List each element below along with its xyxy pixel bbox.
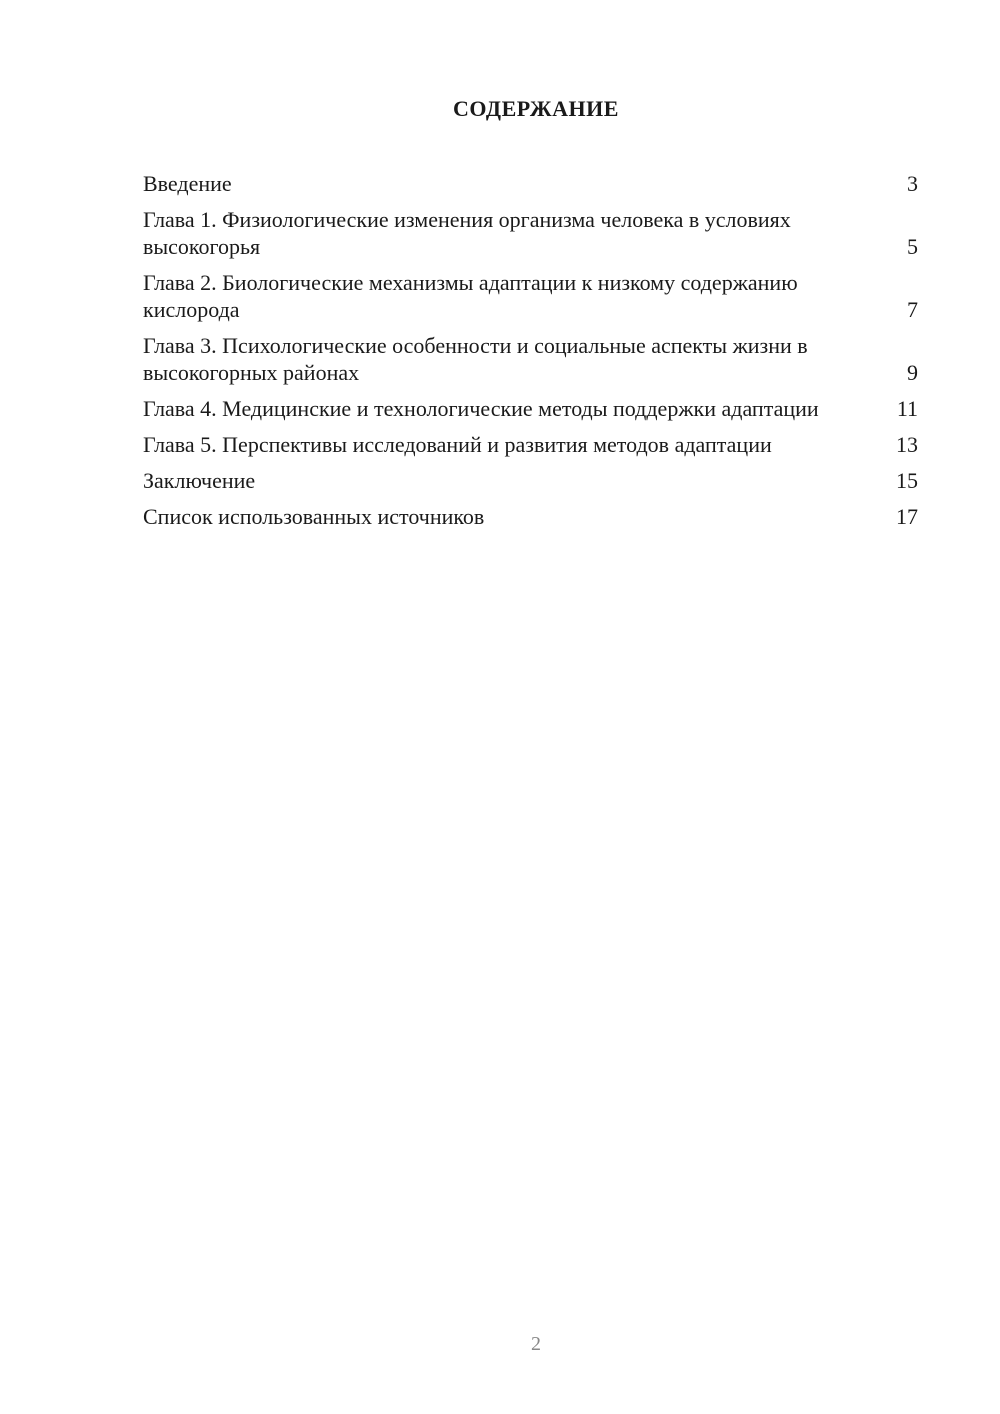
toc-entry-chapter-2 bbox=[143, 269, 918, 323]
toc-entry-title: Глава 3. Психологические особенности и социальные аспекты жизни в высокогорных районах bbox=[143, 333, 808, 385]
page-number: 2 bbox=[531, 1333, 541, 1355]
toc-entry-page: 9 bbox=[907, 360, 918, 385]
toc-entry-title: Введение bbox=[143, 171, 232, 196]
toc-heading: СОДЕРЖАНИЕ bbox=[453, 96, 619, 121]
toc-entry-references bbox=[143, 503, 918, 530]
toc-entry-page: 3 bbox=[907, 171, 918, 196]
toc-entry-chapter-1 bbox=[143, 206, 918, 260]
toc-entry-page: 13 bbox=[896, 432, 918, 457]
toc-entry-page: 15 bbox=[896, 468, 918, 493]
toc-entry-page: 17 bbox=[896, 504, 918, 529]
toc-entry-title: Список использованных источников bbox=[143, 504, 485, 529]
toc-entry-title: Глава 5. Перспективы исследований и развития методов адаптации bbox=[143, 432, 772, 457]
toc-entry-chapter-3 bbox=[143, 332, 918, 386]
toc-entry-introduction bbox=[143, 170, 918, 197]
table-of-contents bbox=[143, 170, 918, 539]
toc-entry-page: 5 bbox=[907, 234, 918, 259]
toc-entry-title: Глава 4. Медицинские и технологические методы поддержки адаптации bbox=[143, 396, 819, 421]
toc-entry-chapter-4 bbox=[143, 395, 918, 422]
toc-entry-chapter-5 bbox=[143, 431, 918, 458]
toc-entry-page: 11 bbox=[896, 396, 918, 421]
toc-entry-conclusion bbox=[143, 467, 918, 494]
toc-entry-title: Глава 2. Биологические механизмы адаптации к низкому содержанию кислорода bbox=[143, 270, 798, 322]
toc-entry-title: Заключение bbox=[143, 468, 256, 493]
toc-entry-title: Глава 1. Физиологические изменения организма человека в условиях высокогорья bbox=[143, 207, 791, 259]
toc-entry-page: 7 bbox=[907, 297, 918, 322]
